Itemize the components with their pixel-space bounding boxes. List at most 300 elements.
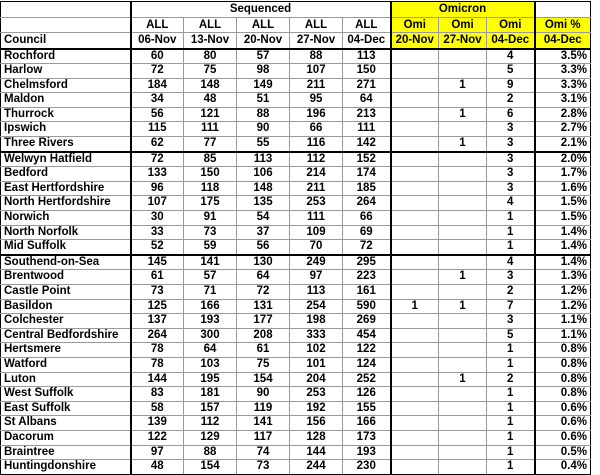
table-row — [1, 107, 591, 122]
all-count-cell: 214 — [290, 167, 343, 182]
omicron-percent-cell: 1.1% — [535, 328, 591, 343]
all-count-cell: 64 — [184, 343, 237, 358]
all-count-cell: 126 — [343, 387, 391, 402]
omicron-count-cell — [391, 328, 439, 343]
omicron-count-cell: 3 — [487, 122, 535, 137]
all-count-cell: 88 — [290, 49, 343, 64]
all-count-cell: 244 — [290, 460, 343, 475]
all-count-cell: 90 — [237, 387, 290, 402]
all-count-cell: 264 — [131, 328, 184, 343]
council-name-cell: West Suffolk — [1, 387, 131, 402]
omicron-count-cell — [439, 343, 487, 358]
all-count-cell: 37 — [237, 225, 290, 240]
all-count-cell: 73 — [131, 285, 184, 300]
omicron-count-cell: 1 — [439, 107, 487, 122]
omicron-count-cell — [439, 460, 487, 475]
all-count-cell: 111 — [184, 122, 237, 137]
omicron-count-cell: 3 — [487, 137, 535, 152]
all-count-cell: 133 — [131, 167, 184, 182]
all-count-cell: 295 — [343, 255, 391, 270]
omicron-count-cell — [391, 167, 439, 182]
all-count-cell: 144 — [131, 372, 184, 387]
all-count-cell: 196 — [290, 107, 343, 122]
all-count-cell: 101 — [290, 357, 343, 372]
date-column-header: 20-Nov — [237, 33, 290, 49]
council-name-cell: St Albans — [1, 416, 131, 431]
omicron-count-cell — [439, 387, 487, 402]
omicron-count-cell — [439, 430, 487, 445]
omicron-count-cell: 3 — [487, 152, 535, 167]
omicron-count-cell — [391, 270, 439, 285]
omicron-count-cell: 4 — [487, 49, 535, 64]
all-count-cell: 34 — [131, 93, 184, 108]
omicron-count-cell — [439, 416, 487, 431]
table-row — [1, 401, 591, 416]
table-row — [1, 225, 591, 240]
all-count-cell: 122 — [343, 343, 391, 358]
all-count-cell: 60 — [131, 49, 184, 64]
council-name-cell: Dacorum — [1, 430, 131, 445]
council-name-cell: Ipswich — [1, 122, 131, 137]
omicron-count-cell — [439, 240, 487, 255]
omicron-count-cell: 1 — [391, 299, 439, 314]
all-count-cell: 253 — [290, 387, 343, 402]
table-row — [1, 445, 591, 460]
omicron-percent-cell: 1.5% — [535, 211, 591, 226]
omicron-count-cell — [391, 387, 439, 402]
all-count-cell: 131 — [237, 299, 290, 314]
all-count-cell: 333 — [290, 328, 343, 343]
omicron-percent-cell: 0.6% — [535, 430, 591, 445]
all-count-cell: 111 — [343, 122, 391, 137]
all-count-cell: 96 — [131, 181, 184, 196]
all-count-cell: 70 — [290, 240, 343, 255]
date-column-header: 27-Nov — [439, 33, 487, 49]
omicron-count-cell — [391, 445, 439, 460]
column-type-header: ALL — [343, 17, 391, 33]
omicron-count-cell — [391, 181, 439, 196]
council-name-cell: Braintree — [1, 445, 131, 460]
omicron-count-cell — [391, 285, 439, 300]
all-count-cell: 83 — [131, 387, 184, 402]
council-name-cell: East Suffolk — [1, 401, 131, 416]
all-count-cell: 66 — [343, 211, 391, 226]
column-type-header: Omi % — [535, 17, 591, 33]
all-count-cell: 253 — [290, 196, 343, 211]
all-count-cell: 59 — [184, 240, 237, 255]
omicron-count-cell: 3 — [487, 314, 535, 329]
all-count-cell: 91 — [184, 211, 237, 226]
all-count-cell: 117 — [237, 430, 290, 445]
omicron-count-cell: 1 — [487, 343, 535, 358]
table-row — [1, 64, 591, 79]
all-count-cell: 271 — [343, 78, 391, 93]
date-column-header: 20-Nov — [391, 33, 439, 49]
all-count-cell: 72 — [131, 152, 184, 167]
column-type-header: ALL — [184, 17, 237, 33]
all-count-cell: 85 — [184, 152, 237, 167]
omicron-percent-cell: 1.5% — [535, 196, 591, 211]
omicron-count-cell — [391, 255, 439, 270]
table-row — [1, 270, 591, 285]
table-row — [1, 240, 591, 255]
omicron-percent-cell: 0.8% — [535, 357, 591, 372]
table-row — [1, 255, 591, 270]
all-count-cell: 154 — [237, 372, 290, 387]
blank-header-cell — [535, 2, 591, 18]
all-count-cell: 195 — [184, 372, 237, 387]
all-count-cell: 56 — [131, 107, 184, 122]
all-count-cell: 112 — [184, 416, 237, 431]
all-count-cell: 208 — [237, 328, 290, 343]
date-column-header: 04-Dec — [487, 33, 535, 49]
omicron-count-cell: 4 — [487, 255, 535, 270]
all-count-cell: 124 — [343, 357, 391, 372]
all-count-cell: 97 — [290, 270, 343, 285]
column-type-header: ALL — [131, 17, 184, 33]
table-row — [1, 49, 591, 64]
all-count-cell: 269 — [343, 314, 391, 329]
omicron-count-cell: 1 — [487, 416, 535, 431]
omicron-count-cell: 1 — [487, 240, 535, 255]
all-count-cell: 73 — [184, 225, 237, 240]
council-name-cell: North Hertfordshire — [1, 196, 131, 211]
column-type-header: Omi — [439, 17, 487, 33]
all-count-cell: 51 — [237, 93, 290, 108]
all-count-cell: 213 — [343, 107, 391, 122]
table-row — [1, 328, 591, 343]
all-count-cell: 52 — [131, 240, 184, 255]
omicron-percent-cell: 1.4% — [535, 240, 591, 255]
all-count-cell: 88 — [184, 445, 237, 460]
omicron-count-cell — [391, 343, 439, 358]
all-count-cell: 230 — [343, 460, 391, 475]
all-count-cell: 55 — [237, 137, 290, 152]
all-count-cell: 62 — [131, 137, 184, 152]
table-row — [1, 137, 591, 152]
omicron-count-cell: 3 — [487, 181, 535, 196]
all-count-cell: 90 — [237, 122, 290, 137]
table-row — [1, 460, 591, 475]
omicron-count-cell — [439, 49, 487, 64]
omicron-count-cell — [391, 93, 439, 108]
all-count-cell: 192 — [290, 401, 343, 416]
all-count-cell: 129 — [184, 430, 237, 445]
all-count-cell: 135 — [237, 196, 290, 211]
table-row — [1, 430, 591, 445]
all-count-cell: 128 — [290, 430, 343, 445]
all-count-cell: 161 — [343, 285, 391, 300]
omicron-count-cell — [439, 196, 487, 211]
all-count-cell: 175 — [184, 196, 237, 211]
all-count-cell: 116 — [290, 137, 343, 152]
omicron-count-cell — [391, 49, 439, 64]
omicron-percent-cell: 3.3% — [535, 64, 591, 79]
council-name-cell: Southend-on-Sea — [1, 255, 131, 270]
all-count-cell: 107 — [131, 196, 184, 211]
all-count-cell: 57 — [184, 270, 237, 285]
table-row — [1, 78, 591, 93]
date-column-header: 27-Nov — [290, 33, 343, 49]
all-count-cell: 113 — [343, 49, 391, 64]
all-count-cell: 590 — [343, 299, 391, 314]
omicron-count-cell — [439, 357, 487, 372]
all-count-cell: 139 — [131, 416, 184, 431]
omicron-count-cell — [391, 430, 439, 445]
all-count-cell: 122 — [131, 430, 184, 445]
omicron-count-cell — [391, 357, 439, 372]
omicron-percent-cell: 0.8% — [535, 343, 591, 358]
omicron-count-cell — [391, 372, 439, 387]
all-count-cell: 149 — [237, 78, 290, 93]
omicron-count-cell — [439, 255, 487, 270]
all-count-cell: 58 — [131, 401, 184, 416]
council-name-cell: Castle Point — [1, 285, 131, 300]
all-count-cell: 98 — [237, 64, 290, 79]
omicron-count-cell — [439, 314, 487, 329]
omicron-count-cell — [439, 122, 487, 137]
table-row — [1, 93, 591, 108]
all-count-cell: 137 — [131, 314, 184, 329]
omicron-count-cell — [391, 240, 439, 255]
table-row — [1, 387, 591, 402]
all-count-cell: 300 — [184, 328, 237, 343]
all-count-cell: 75 — [184, 64, 237, 79]
all-count-cell: 69 — [343, 225, 391, 240]
council-name-cell: North Norfolk — [1, 225, 131, 240]
all-count-cell: 185 — [343, 181, 391, 196]
all-count-cell: 130 — [237, 255, 290, 270]
omicron-count-cell: 1 — [439, 137, 487, 152]
omicron-count-cell — [439, 285, 487, 300]
all-count-cell: 198 — [290, 314, 343, 329]
omicron-percent-cell: 2.8% — [535, 107, 591, 122]
council-name-cell: Norwich — [1, 211, 131, 226]
omicron-count-cell — [439, 211, 487, 226]
column-type-header: ALL — [290, 17, 343, 33]
all-count-cell: 211 — [290, 181, 343, 196]
column-type-header: ALL — [237, 17, 290, 33]
council-name-cell: Rochford — [1, 49, 131, 64]
omicron-percent-cell: 0.8% — [535, 372, 591, 387]
omicron-percent-cell: 1.6% — [535, 181, 591, 196]
all-count-cell: 78 — [131, 357, 184, 372]
all-count-cell: 144 — [290, 445, 343, 460]
all-count-cell: 157 — [184, 401, 237, 416]
omicron-count-cell: 1 — [439, 299, 487, 314]
table-row — [1, 152, 591, 167]
omicron-count-cell — [439, 167, 487, 182]
omicron-count-cell: 1 — [487, 225, 535, 240]
all-count-cell: 61 — [131, 270, 184, 285]
table-row — [1, 416, 591, 431]
omicron-count-cell — [391, 460, 439, 475]
header-row-date — [1, 33, 591, 49]
omicron-percent-cell: 1.4% — [535, 255, 591, 270]
omicron-count-cell: 1 — [487, 430, 535, 445]
omicron-percent-cell: 3.5% — [535, 49, 591, 64]
all-count-cell: 77 — [184, 137, 237, 152]
table-row — [1, 211, 591, 226]
all-count-cell: 152 — [343, 152, 391, 167]
omicron-count-cell: 1 — [487, 401, 535, 416]
all-count-cell: 57 — [237, 49, 290, 64]
table-body — [1, 49, 591, 475]
all-count-cell: 88 — [237, 107, 290, 122]
all-count-cell: 66 — [290, 122, 343, 137]
date-column-header: 04-Dec — [343, 33, 391, 49]
all-count-cell: 111 — [290, 211, 343, 226]
omicron-count-cell — [391, 196, 439, 211]
date-column-header: 13-Nov — [184, 33, 237, 49]
all-count-cell: 142 — [343, 137, 391, 152]
all-count-cell: 156 — [290, 416, 343, 431]
omicron-count-cell — [439, 152, 487, 167]
all-count-cell: 173 — [343, 430, 391, 445]
all-count-cell: 64 — [343, 93, 391, 108]
omicron-count-cell: 7 — [487, 299, 535, 314]
all-count-cell: 80 — [184, 49, 237, 64]
omicron-percent-cell: 2.0% — [535, 152, 591, 167]
all-count-cell: 48 — [184, 93, 237, 108]
all-count-cell: 264 — [343, 196, 391, 211]
all-count-cell: 48 — [131, 460, 184, 475]
omicron-percent-cell: 1.7% — [535, 167, 591, 182]
all-count-cell: 72 — [131, 64, 184, 79]
all-count-cell: 113 — [237, 152, 290, 167]
all-count-cell: 72 — [237, 285, 290, 300]
council-name-cell: Watford — [1, 357, 131, 372]
blank-header-cell — [1, 17, 131, 33]
omicron-count-cell: 5 — [487, 64, 535, 79]
all-count-cell: 181 — [184, 387, 237, 402]
omicron-count-cell: 1 — [487, 387, 535, 402]
all-count-cell: 166 — [184, 299, 237, 314]
council-name-cell: Welwyn Hatfield — [1, 152, 131, 167]
omicron-count-cell — [391, 107, 439, 122]
all-count-cell: 73 — [237, 460, 290, 475]
all-count-cell: 193 — [343, 445, 391, 460]
table-row — [1, 196, 591, 211]
all-count-cell: 115 — [131, 122, 184, 137]
all-count-cell: 119 — [237, 401, 290, 416]
omicron-count-cell — [439, 401, 487, 416]
blank-header-cell — [1, 2, 131, 18]
all-count-cell: 155 — [343, 401, 391, 416]
all-count-cell: 150 — [343, 64, 391, 79]
all-count-cell: 174 — [343, 167, 391, 182]
all-count-cell: 64 — [237, 270, 290, 285]
omicron-count-cell — [439, 445, 487, 460]
council-name-cell: Luton — [1, 372, 131, 387]
omicron-count-cell — [391, 122, 439, 137]
all-count-cell: 148 — [237, 181, 290, 196]
council-name-cell: Huntingdonshire — [1, 460, 131, 475]
omicron-count-cell: 4 — [487, 196, 535, 211]
council-name-cell: Colchester — [1, 314, 131, 329]
omicron-count-cell — [391, 64, 439, 79]
omicron-count-cell — [439, 225, 487, 240]
date-column-header: 06-Nov — [131, 33, 184, 49]
all-count-cell: 107 — [290, 64, 343, 79]
omicron-percent-cell: 0.6% — [535, 401, 591, 416]
all-count-cell: 97 — [131, 445, 184, 460]
omicron-count-cell: 1 — [439, 78, 487, 93]
omicron-count-cell: 2 — [487, 372, 535, 387]
all-count-cell: 75 — [237, 357, 290, 372]
omicron-percent-cell: 1.2% — [535, 299, 591, 314]
table-row — [1, 357, 591, 372]
omicron-count-cell — [391, 211, 439, 226]
all-count-cell: 78 — [131, 343, 184, 358]
all-count-cell: 113 — [290, 285, 343, 300]
table-row — [1, 372, 591, 387]
all-count-cell: 184 — [131, 78, 184, 93]
all-count-cell: 95 — [290, 93, 343, 108]
omicron-count-cell — [391, 78, 439, 93]
sequenced-group-header: Sequenced — [131, 2, 391, 18]
omicron-count-cell: 1 — [439, 270, 487, 285]
omicron-count-cell — [391, 137, 439, 152]
omicron-percent-cell: 1.4% — [535, 225, 591, 240]
all-count-cell: 150 — [184, 167, 237, 182]
all-count-cell: 102 — [290, 343, 343, 358]
omicron-count-cell: 2 — [487, 93, 535, 108]
omicron-percent-cell: 2.7% — [535, 122, 591, 137]
omicron-count-cell — [439, 328, 487, 343]
omicron-count-cell: 1 — [439, 372, 487, 387]
omicron-percent-cell: 2.1% — [535, 137, 591, 152]
omicron-count-cell — [391, 416, 439, 431]
omicron-count-cell: 1 — [487, 460, 535, 475]
all-count-cell: 125 — [131, 299, 184, 314]
council-name-cell: Bedford — [1, 167, 131, 182]
omicron-percent-cell: 3.3% — [535, 78, 591, 93]
council-name-cell: Central Bedfordshire — [1, 328, 131, 343]
table-row — [1, 167, 591, 182]
all-count-cell: 56 — [237, 240, 290, 255]
all-count-cell: 145 — [131, 255, 184, 270]
all-count-cell: 223 — [343, 270, 391, 285]
omicron-count-cell: 1 — [487, 445, 535, 460]
omicron-council-table — [0, 1, 591, 475]
all-count-cell: 154 — [184, 460, 237, 475]
all-count-cell: 112 — [290, 152, 343, 167]
all-count-cell: 71 — [184, 285, 237, 300]
omicron-percent-cell: 0.8% — [535, 387, 591, 402]
group-header-row — [1, 2, 591, 18]
omicron-percent-cell: 0.4% — [535, 460, 591, 475]
omicron-count-cell: 6 — [487, 107, 535, 122]
all-count-cell: 454 — [343, 328, 391, 343]
omicron-count-cell — [391, 314, 439, 329]
council-name-cell: Mid Suffolk — [1, 240, 131, 255]
all-count-cell: 166 — [343, 416, 391, 431]
all-count-cell: 211 — [290, 78, 343, 93]
council-name-cell: Three Rivers — [1, 137, 131, 152]
all-count-cell: 204 — [290, 372, 343, 387]
omicron-count-cell — [391, 401, 439, 416]
omicron-count-cell — [439, 93, 487, 108]
all-count-cell: 109 — [290, 225, 343, 240]
column-type-header: Omi — [487, 17, 535, 33]
table-row — [1, 343, 591, 358]
all-count-cell: 103 — [184, 357, 237, 372]
omicron-count-cell: 1 — [487, 357, 535, 372]
council-name-cell: East Hertfordshire — [1, 181, 131, 196]
omicron-percent-cell: 3.1% — [535, 93, 591, 108]
omicron-percent-cell: 1.2% — [535, 285, 591, 300]
